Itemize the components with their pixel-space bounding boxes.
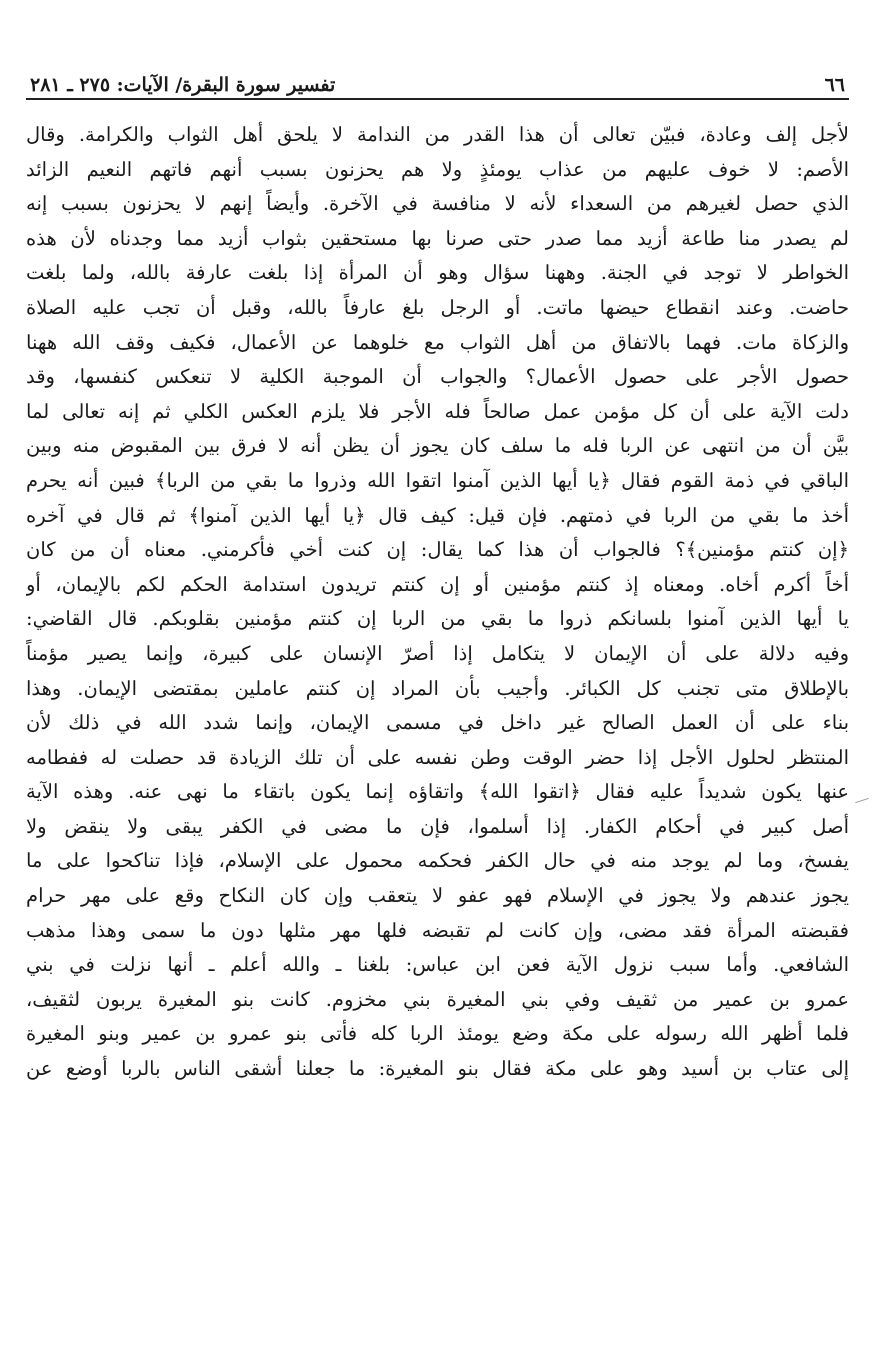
text-line: حاضت. وعند انقطاع حيضها ماتت. أو الرجل بلغ عارفاً بالله، وقبل أن تجب عليه الصلاة <box>26 295 849 319</box>
text-line: يفسخ، وما لم يوجد منه في حال الكفر فحكمه محمول على الإسلام، فإذا تناكحوا على ما <box>26 849 849 873</box>
text-line: الخواطر لا توجد في الجنة. وههنا سؤال وهو أن المرأة إذا بلغت عارفة بالله، ولما بلغت <box>26 261 849 285</box>
text-line: عنها يكون شديداً عليه فقال ﴿اتقوا الله﴾ واتقاؤه إنما يكون باتقاء ما نهى عنه. وهذه الآية <box>26 780 849 804</box>
text-line: فلما أظهر الله رسوله على مكة وضع يومئذ الربا كله فأتى بنو عمرو بن عمير وبنو المغيرة <box>26 1022 849 1046</box>
text-line: لم يصدر منا طاعة أزيد مما صدر حتى صرنا بها مستحقين بثواب أزيد مما وجدناه لأن هذه <box>26 226 849 250</box>
text-line: يجوز عندهم ولا يجوز في الإسلام فهو عفو لا يتعقب وإن كان النكاح وقع على مهر حرام <box>26 884 849 908</box>
text-line: والزكاة مات. فهما بالاتفاق من أهل الثواب مع خلوهما عن الأعمال، فكيف وقف الله ههنا <box>26 330 849 354</box>
text-line: المنتظر لحلول الأجل إذا حضر الوقت وطن نفسه على أن تلك الزيادة قد حصلت له ففطامه <box>26 745 849 769</box>
text-line: ﴿إن كنتم مؤمنين﴾؟ فالجواب أن هذا كما يقال: إن كنت أخي فأكرمني. معناه أن من كان <box>26 538 849 562</box>
text-line: دلت الآية على أن كل مؤمن عمل صالحاً فله الأجر فلا يلزم العكس الكلي ثم إنه تعالى لما <box>26 399 849 423</box>
page-header <box>26 62 849 96</box>
text-line: أصل كبير في أحكام الكفار. إذا أسلموا، فإن ما مضى في الكفر يبقى ولا ينقض ولا <box>26 814 849 838</box>
text-line: إلى عتاب بن أسيد وهو على مكة فقال بنو المغيرة: ما جعلنا أشقى الناس بالربا أوضع عن <box>26 1057 849 1081</box>
running-title: تفسير سورة البقرة/ الآيات: ٢٧٥ ـ ٢٨١ <box>30 74 336 96</box>
text-line: بناء على أن العمل الصالح غير داخل في مسمى الإيمان، وإنما شدد الله في ذلك لأن <box>26 711 849 735</box>
text-line: الأصم: لا خوف عليهم من عذاب يومئذٍ ولا هم يحزنون بسبب أنهم فاتهم النعيم الزائد <box>26 157 849 181</box>
text-line: الباقي في ذمة القوم فقال ﴿يا أيها الذين آمنوا اتقوا الله وذروا ما بقي من الربا﴾ فبين أنه يحرم <box>26 468 849 492</box>
text-line: حصول الأجر على حصول الأعمال؟ والجواب أن الموجبة الكلية لا تنعكس كنفسها، وقد <box>26 365 849 389</box>
text-line: أخاً أكرم أخاه. ومعناه إذ كنتم مؤمنين أو إن كنتم تريدون استدامة الحكم لكم بالإيمان، أو <box>26 572 849 596</box>
text-line: فقبضته المرأة فقد مضى، وإن كانت لم تقبضه فلها مهر مثلها دون ما سمى وهذا مذهب <box>26 918 849 942</box>
body-text <box>26 118 849 1087</box>
page-number: ٦٦ <box>824 74 845 96</box>
text-line: لأجل إلف وعادة، فبيّن تعالى أن هذا القدر من الندامة لا يلحق أهل الثواب والكرامة. وقال <box>26 123 849 146</box>
text-line: بيَّن أن من انتهى عن الربا فله ما سلف كان يجوز أن يظن أنه لا فرق بين المقبوض منه وبين <box>26 434 849 458</box>
text-line: الذي حصل لغيرهم من السعداء لأنه لا منافسة في الآخرة. وأيضاً إنهم لا يحزنون بسبب إنه <box>26 192 849 216</box>
text-line: يا أيها الذين آمنوا بلسانكم ذروا ما بقي من الربا إن كنتم مؤمنين بقلوبكم. قال القاضي: <box>26 607 849 631</box>
text-line: الشافعي. وأما سبب نزول الآية فعن ابن عباس: بلغنا ـ والله أعلم ـ أنها نزلت في بني <box>26 953 849 977</box>
margin-pencil-mark <box>855 798 869 803</box>
header-rule <box>26 98 849 100</box>
text-line: وفيه دلالة على أن الإيمان لا يتكامل إذا أصرّ الإنسان على كبيرة، وإنما يصير مؤمناً <box>26 641 849 665</box>
text-line: أخذ ما بقي من الربا في ذمتهم. فإن قيل: كيف قال ﴿يا أيها الذين آمنوا﴾ ثم قال في آخره <box>26 503 849 527</box>
text-line: عمرو بن عمير من ثقيف وفي بني المغيرة بني مخزوم. كانت بنو المغيرة يربون لثقيف، <box>26 987 849 1011</box>
text-line: بالإطلاق متى تجنب كل الكبائر. وأجيب بأن المراد إن كنتم عاملين بمقتضى الإيمان. وهذا <box>26 676 849 700</box>
page <box>26 62 849 1087</box>
